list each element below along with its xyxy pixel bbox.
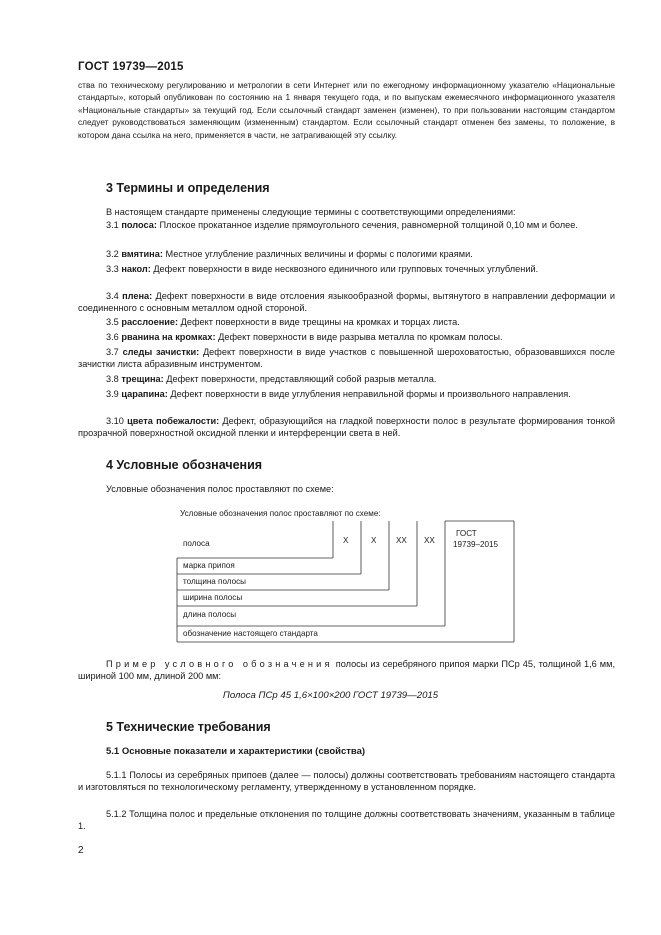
section-3-intro: В настоящем стандарте применены следующие термины с соответствующими определениями: — [106, 207, 516, 217]
paragraph-5-1-1: 5.1.1 Полосы из серебряных припоев (далее — полосы) должны соответствовать требованиям настоящего стандарта и изготовляться по технологическому регламенту, утвержденному в установленном порядке. — [78, 770, 615, 793]
document-header: ГОСТ 19739—2015 — [78, 61, 184, 73]
term-definition: Дефект поверхности, представляющий собой разрыв металла. — [166, 374, 437, 384]
scheme-lines — [175, 505, 515, 645]
term-number: 3.6 — [106, 332, 119, 342]
term-item — [78, 415, 615, 439]
scheme-main-label: полоса — [183, 539, 210, 548]
term-name: царапина: — [121, 389, 168, 399]
term-definition: Местное углубление различных величины и формы с пологими краями. — [165, 249, 473, 259]
intro-paragraph: ства по техническому регулированию и метрологии в сети Интернет или по ежегодному информационному указателю «Национальные стандарты», который опубликован по состоянию на 1 января текущего года, и по выпускам ежемесячного информационного указателя «Национальные стандарты» за текущий год. Если ссылочный стандарт заменен (изменен), то при пользовании настоящим стандартом следует руководствоваться заменяющим (измененным) стандартом. Если ссылочный стандарт отменен без замены, то положение, в котором дана ссылка на него, применяется в части, не затрагивающей эту ссылку. — [78, 80, 615, 140]
term-name: полоса: — [121, 220, 157, 230]
term-number: 3.10 — [106, 416, 124, 426]
term-number: 3.1 — [106, 220, 119, 230]
scheme-row-2: толщина полосы — [183, 577, 246, 586]
scheme-row-3: ширина полосы — [183, 593, 243, 602]
term-item — [78, 219, 615, 231]
example-lead: Пример условного обозначения — [106, 659, 333, 669]
term-definition: Дефект поверхности в виде углубления неправильной формы и произвольного направления. — [170, 389, 571, 399]
example-paragraph — [78, 658, 615, 682]
term-number: 3.4 — [106, 291, 119, 301]
term-definition: Дефект, образующийся на гладкой поверхности полос в результате формирования тонкой прозрачной поверхностной оксидной пленки и интерференции света в ней. — [78, 416, 615, 439]
term-name: трещина: — [121, 374, 164, 384]
scheme-standard-line-2: 19739–2015 — [453, 540, 499, 549]
term-item — [78, 373, 615, 385]
scheme-row-4: длина полосы — [183, 610, 237, 619]
scheme-standard-line-1: ГОСТ — [456, 529, 477, 538]
term-number: 3.9 — [106, 389, 119, 399]
scheme-box-1: Х — [343, 536, 349, 545]
scheme-box-2: Х — [371, 536, 377, 545]
term-name: плена: — [122, 291, 153, 301]
term-name: вмятина: — [121, 249, 163, 259]
term-item — [78, 263, 615, 275]
section-4-intro: Условные обозначения полос проставляют по схеме: — [106, 484, 334, 494]
section-3-title: 3 Термины и определения — [106, 181, 270, 195]
section-5-title: 5 Технические требования — [106, 720, 271, 734]
scheme-box-3: ХХ — [396, 536, 407, 545]
example-text: полосы из серебряного припоя марки ПСр 45, толщиной 1,6 мм, шириной 100 мм, длиной 200 мм: — [78, 659, 615, 682]
designation-scheme — [175, 505, 515, 645]
scheme-box-4: ХХ — [424, 536, 435, 545]
term-name: расслоение: — [121, 317, 179, 327]
term-item — [78, 388, 615, 400]
term-number: 3.3 — [106, 264, 119, 274]
term-item — [78, 346, 615, 370]
term-definition: Плоское прокатанное изделие прямоугольного сечения, равномерной толщиной 0,10 мм и более. — [159, 220, 578, 230]
term-number: 3.2 — [106, 249, 119, 259]
term-definition: Дефект поверхности в виде участков с повышенной шероховатостью, образовавшихся после зачистки листа абразивным инструментом. — [78, 347, 616, 370]
term-definition: Дефект поверхности в виде отслоения языкообразной формы, вытянутого в направлении деформации и соединенного с основным металлом одной стороной. — [78, 291, 616, 314]
term-definition: Дефект поверхности в виде трещины на кромках и торцах листа. — [180, 317, 460, 327]
section-4-title: 4 Условные обозначения — [106, 458, 263, 472]
term-number: 3.7 — [106, 347, 119, 357]
scheme-row-1: марка припоя — [183, 561, 235, 570]
scheme-caption: Условные обозначения полос проставляют по схеме: — [180, 509, 381, 518]
term-item — [78, 316, 615, 328]
term-number: 3.5 — [106, 317, 119, 327]
term-item — [78, 290, 615, 314]
term-definition: Дефект поверхности в виде несквозного единичного или групповых точечных углублений. — [153, 264, 539, 274]
term-item — [78, 331, 615, 343]
scheme-row-5: обозначение настоящего стандарта — [183, 629, 318, 638]
paragraph-5-1-2: 5.1.2 Толщина полос и предельные отклонения по толщине должны соответствовать значениям, указанным в таблице 1. — [78, 809, 615, 832]
term-name: цвета побежалости: — [127, 416, 220, 426]
term-name: накол: — [121, 264, 151, 274]
term-name: следы зачистки: — [122, 347, 200, 357]
term-item — [78, 248, 615, 260]
term-number: 3.8 — [106, 374, 119, 384]
page-number: 2 — [78, 845, 84, 856]
section-5-1-title: 5.1 Основные показатели и характеристики (свойства) — [106, 746, 366, 757]
term-definition: Дефект поверхности в виде разрыва металла по кромкам полосы. — [218, 332, 503, 342]
designation-formula: Полоса ПСр 45 1,6×100×200 ГОСТ 19739—2015 — [222, 690, 439, 701]
term-name: рванина на кромках: — [121, 332, 216, 342]
